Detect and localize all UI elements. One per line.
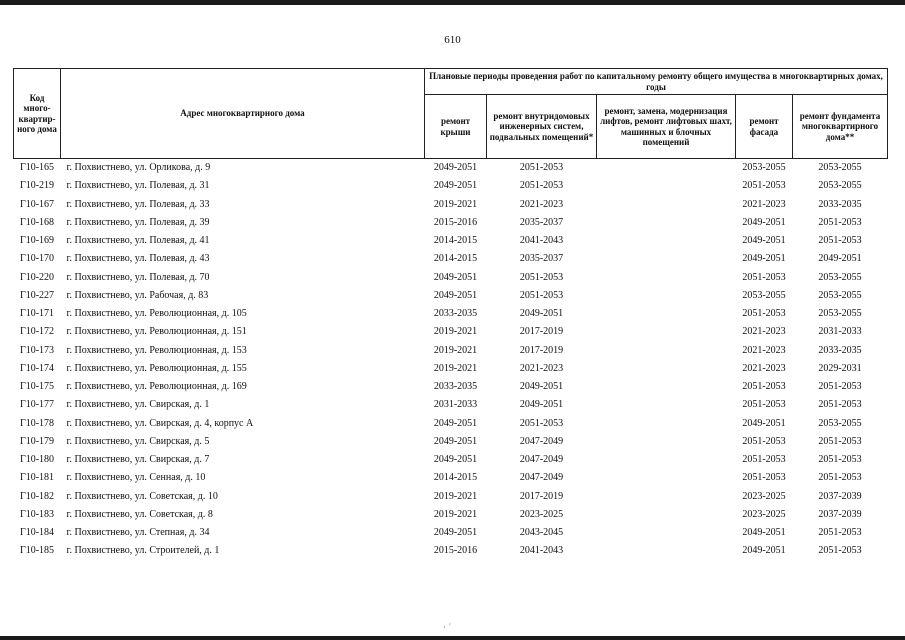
table-row	[14, 524, 888, 542]
cell-address: г. Похвистнево, ул. Полевая, д. 39	[66, 216, 210, 228]
cell-foundation: 2051-2053	[818, 235, 862, 247]
cell-lifts	[597, 524, 736, 542]
cell-code: Г10-180	[19, 454, 55, 466]
cell-foundation: 2053-2055	[818, 308, 862, 320]
cell-code: Г10-227	[19, 289, 55, 301]
table-row	[14, 342, 888, 360]
cell-foundation: 2051-2053	[818, 472, 862, 484]
cell-lifts	[597, 196, 736, 214]
cell-code: Г10-167	[19, 198, 55, 210]
cell-lifts	[597, 488, 736, 506]
cell-address: г. Похвистнево, ул. Степная, д. 34	[66, 527, 210, 539]
header-roof: ремонт крыши	[425, 95, 487, 159]
header-systems: ремонт внутридомовых инженерных систем, подвальных помещений*	[487, 95, 597, 159]
cell-code: Г10-175	[19, 381, 55, 393]
cell-roof: 2049-2051	[433, 454, 478, 466]
cell-foundation: 2053-2055	[818, 417, 862, 429]
cell-code: Г10-174	[19, 362, 55, 374]
header-facade: ремонт фасада	[736, 95, 793, 159]
cell-systems: 2017-2019	[519, 344, 564, 356]
cell-roof: 2033-2035	[433, 308, 478, 320]
cell-address: г. Похвистнево, ул. Свирская, д. 5	[66, 435, 210, 447]
cell-foundation: 2051-2053	[818, 454, 862, 466]
table-row	[14, 305, 888, 323]
cell-systems: 2051-2053	[519, 180, 564, 192]
cell-systems: 2051-2053	[519, 271, 564, 283]
table-row	[14, 214, 888, 232]
table-row	[14, 415, 888, 433]
cell-code: Г10-177	[19, 399, 55, 411]
cell-facade: 2053-2055	[742, 289, 786, 301]
cell-lifts	[597, 159, 736, 178]
cell-lifts	[597, 305, 736, 323]
cell-foundation: 2053-2055	[818, 289, 862, 301]
cell-systems: 2021-2023	[519, 198, 564, 210]
cell-code: Г10-171	[19, 308, 55, 320]
bottom-border	[0, 636, 905, 640]
cell-roof: 2015-2016	[433, 545, 478, 557]
cell-lifts	[597, 342, 736, 360]
cell-roof: 2019-2021	[433, 326, 478, 338]
cell-facade: 2051-2053	[742, 399, 786, 411]
cell-code: Г10-220	[19, 271, 55, 283]
cell-lifts	[597, 177, 736, 195]
cell-code: Г10-168	[19, 216, 55, 228]
cell-code: Г10-172	[19, 326, 55, 338]
cell-facade: 2051-2053	[742, 472, 786, 484]
cell-foundation: 2051-2053	[818, 527, 862, 539]
cell-systems: 2035-2037	[519, 216, 564, 228]
header-code: Код много-квартир-ного дома	[14, 69, 61, 159]
cell-lifts	[597, 506, 736, 524]
cell-facade: 2049-2051	[742, 235, 786, 247]
cell-code: Г10-219	[19, 180, 55, 192]
cell-roof: 2019-2021	[433, 198, 478, 210]
cell-facade: 2051-2053	[742, 381, 786, 393]
cell-address: г. Похвистнево, ул. Полевая, д. 33	[66, 198, 210, 210]
cell-code: Г10-173	[19, 344, 55, 356]
cell-code: Г10-169	[19, 235, 55, 247]
cell-lifts	[597, 451, 736, 469]
cell-lifts	[597, 232, 736, 250]
cell-foundation: 2031-2033	[818, 326, 862, 338]
cell-address: г. Похвистнево, ул. Полевая, д. 31	[66, 180, 210, 192]
cell-address: г. Похвистнево, ул. Революционная, д. 155	[66, 362, 247, 374]
table-row	[14, 542, 888, 560]
cell-foundation: 2051-2053	[818, 399, 862, 411]
cell-systems: 2051-2053	[519, 417, 564, 429]
cell-facade: 2021-2023	[742, 362, 786, 374]
table-row	[14, 177, 888, 195]
cell-systems: 2041-2043	[519, 235, 564, 247]
cell-lifts	[597, 323, 736, 341]
cell-systems: 2047-2049	[519, 435, 564, 447]
cell-address: г. Похвистнево, ул. Полевая, д. 43	[66, 253, 210, 265]
cell-facade: 2023-2025	[742, 490, 786, 502]
cell-facade: 2051-2053	[742, 271, 786, 283]
table-row	[14, 250, 888, 268]
page-number: 610	[444, 34, 461, 46]
cell-roof: 2049-2051	[433, 271, 478, 283]
cell-systems: 2047-2049	[519, 472, 564, 484]
cell-foundation: 2053-2055	[818, 271, 862, 283]
cell-facade: 2049-2051	[742, 216, 786, 228]
cell-roof: 2049-2051	[433, 417, 478, 429]
cell-systems: 2049-2051	[519, 308, 564, 320]
header-address: Адрес многоквартирного дома	[61, 69, 425, 159]
table-body	[14, 159, 888, 561]
cell-code: Г10-184	[19, 527, 55, 539]
cell-lifts	[597, 360, 736, 378]
cell-roof: 2033-2035	[433, 381, 478, 393]
cell-systems: 2017-2019	[519, 490, 564, 502]
cell-foundation: 2051-2053	[818, 381, 862, 393]
cell-systems: 2041-2043	[519, 545, 564, 557]
cell-address: г. Похвистнево, ул. Революционная, д. 169	[66, 381, 247, 393]
cell-systems: 2047-2049	[519, 454, 564, 466]
cell-facade: 2051-2053	[742, 180, 786, 192]
cell-foundation: 2053-2055	[818, 180, 862, 192]
table-row	[14, 378, 888, 396]
top-border	[0, 0, 905, 5]
cell-address: г. Похвистнево, ул. Полевая, д. 41	[66, 235, 210, 247]
cell-roof: 2014-2015	[433, 235, 478, 247]
cell-address: г. Похвистнево, ул. Сенная, д. 10	[66, 472, 206, 484]
cell-systems: 2051-2053	[519, 162, 564, 174]
cell-facade: 2051-2053	[742, 308, 786, 320]
cell-systems: 2021-2023	[519, 362, 564, 374]
cell-roof: 2014-2015	[433, 472, 478, 484]
header-periods: Плановые периоды проведения работ по капитальному ремонту общего имущества в многоквартирных домах, годы	[425, 69, 888, 95]
cell-code: Г10-179	[19, 435, 55, 447]
cell-address: г. Похвистнево, ул. Революционная, д. 153	[66, 344, 247, 356]
cell-facade: 2049-2051	[742, 417, 786, 429]
cell-address: г. Похвистнево, ул. Полевая, д. 70	[66, 271, 210, 283]
cell-address: г. Похвистнево, ул. Свирская, д. 7	[66, 454, 210, 466]
table-row	[14, 159, 888, 178]
cell-foundation: 2037-2039	[818, 508, 862, 520]
cell-systems: 2017-2019	[519, 326, 564, 338]
cell-address: г. Похвистнево, ул. Рабочая, д. 83	[66, 289, 209, 301]
table-row	[14, 469, 888, 487]
cell-address: г. Похвистнево, ул. Советская, д. 8	[66, 508, 213, 520]
cell-roof: 2019-2021	[433, 362, 478, 374]
cell-lifts	[597, 214, 736, 232]
cell-address: г. Похвистнево, ул. Свирская, д. 4, корпус А	[66, 417, 254, 429]
table-row	[14, 451, 888, 469]
cell-code: Г10-182	[19, 490, 55, 502]
table-row	[14, 360, 888, 378]
cell-lifts	[597, 433, 736, 451]
cell-roof: 2014-2015	[433, 253, 478, 265]
cell-lifts	[597, 469, 736, 487]
cell-address: г. Похвистнево, ул. Орликова, д. 9	[66, 162, 211, 174]
cell-systems: 2049-2051	[519, 381, 564, 393]
cell-address: г. Похвистнево, ул. Строителей, д. 1	[66, 545, 220, 557]
cell-foundation: 2053-2055	[818, 162, 862, 174]
table-row	[14, 232, 888, 250]
cell-lifts	[597, 269, 736, 287]
cell-address: г. Похвистнево, ул. Свирская, д. 1	[66, 399, 210, 411]
cell-roof: 2049-2051	[433, 435, 478, 447]
cell-foundation: 2033-2035	[818, 198, 862, 210]
cell-facade: 2053-2055	[742, 162, 786, 174]
cell-roof: 2049-2051	[433, 527, 478, 539]
repair-schedule-table	[13, 68, 888, 561]
cell-code: Г10-181	[19, 472, 55, 484]
cell-lifts	[597, 396, 736, 414]
cell-lifts	[597, 287, 736, 305]
cell-systems: 2051-2053	[519, 289, 564, 301]
cell-facade: 2049-2051	[742, 253, 786, 265]
cell-lifts	[597, 415, 736, 433]
cell-foundation: 2051-2053	[818, 545, 862, 557]
cell-systems: 2049-2051	[519, 399, 564, 411]
table-row	[14, 196, 888, 214]
table-row	[14, 396, 888, 414]
table-row	[14, 287, 888, 305]
cell-code: Г10-178	[19, 417, 55, 429]
cell-lifts	[597, 378, 736, 396]
cell-code: Г10-170	[19, 253, 55, 265]
table-row	[14, 488, 888, 506]
cell-facade: 2021-2023	[742, 344, 786, 356]
cell-foundation: 2029-2031	[818, 362, 862, 374]
header-lifts: ремонт, замена, модернизация лифтов, ремонт лифтовых шахт, машинных и блочных помещений	[597, 95, 736, 159]
cell-address: г. Похвистнево, ул. Революционная, д. 151	[66, 326, 247, 338]
cell-foundation: 2051-2053	[818, 216, 862, 228]
cell-foundation: 2037-2039	[818, 490, 862, 502]
cell-lifts	[597, 250, 736, 268]
cell-roof: 2019-2021	[433, 508, 478, 520]
cell-foundation: 2049-2051	[818, 253, 862, 265]
cell-roof: 2019-2021	[433, 490, 478, 502]
cell-facade: 2049-2051	[742, 527, 786, 539]
cell-systems: 2035-2037	[519, 253, 564, 265]
cell-address: г. Похвистнево, ул. Революционная, д. 105	[66, 308, 247, 320]
cell-facade: 2023-2025	[742, 508, 786, 520]
cell-systems: 2043-2045	[519, 527, 564, 539]
cell-facade: 2051-2053	[742, 454, 786, 466]
cell-roof: 2031-2033	[433, 399, 478, 411]
cell-lifts	[597, 542, 736, 560]
table-row	[14, 269, 888, 287]
cell-code: Г10-185	[19, 545, 55, 557]
header-foundation: ремонт фундамента многоквартирного дома**	[793, 95, 888, 159]
cell-foundation: 2051-2053	[818, 435, 862, 447]
cell-roof: 2049-2051	[433, 162, 478, 174]
cell-facade: 2021-2023	[742, 326, 786, 338]
cell-facade: 2049-2051	[742, 545, 786, 557]
cell-systems: 2023-2025	[519, 508, 564, 520]
table-row	[14, 506, 888, 524]
cell-facade: 2051-2053	[742, 435, 786, 447]
cell-facade: 2021-2023	[742, 198, 786, 210]
scan-mark: · ˙	[443, 622, 452, 632]
cell-code: Г10-165	[19, 162, 55, 174]
cell-roof: 2049-2051	[433, 289, 478, 301]
table-row	[14, 433, 888, 451]
cell-code: Г10-183	[19, 508, 55, 520]
cell-roof: 2015-2016	[433, 216, 478, 228]
cell-roof: 2049-2051	[433, 180, 478, 192]
table-row	[14, 323, 888, 341]
cell-roof: 2019-2021	[433, 344, 478, 356]
cell-address: г. Похвистнево, ул. Советская, д. 10	[66, 490, 218, 502]
cell-foundation: 2033-2035	[818, 344, 862, 356]
